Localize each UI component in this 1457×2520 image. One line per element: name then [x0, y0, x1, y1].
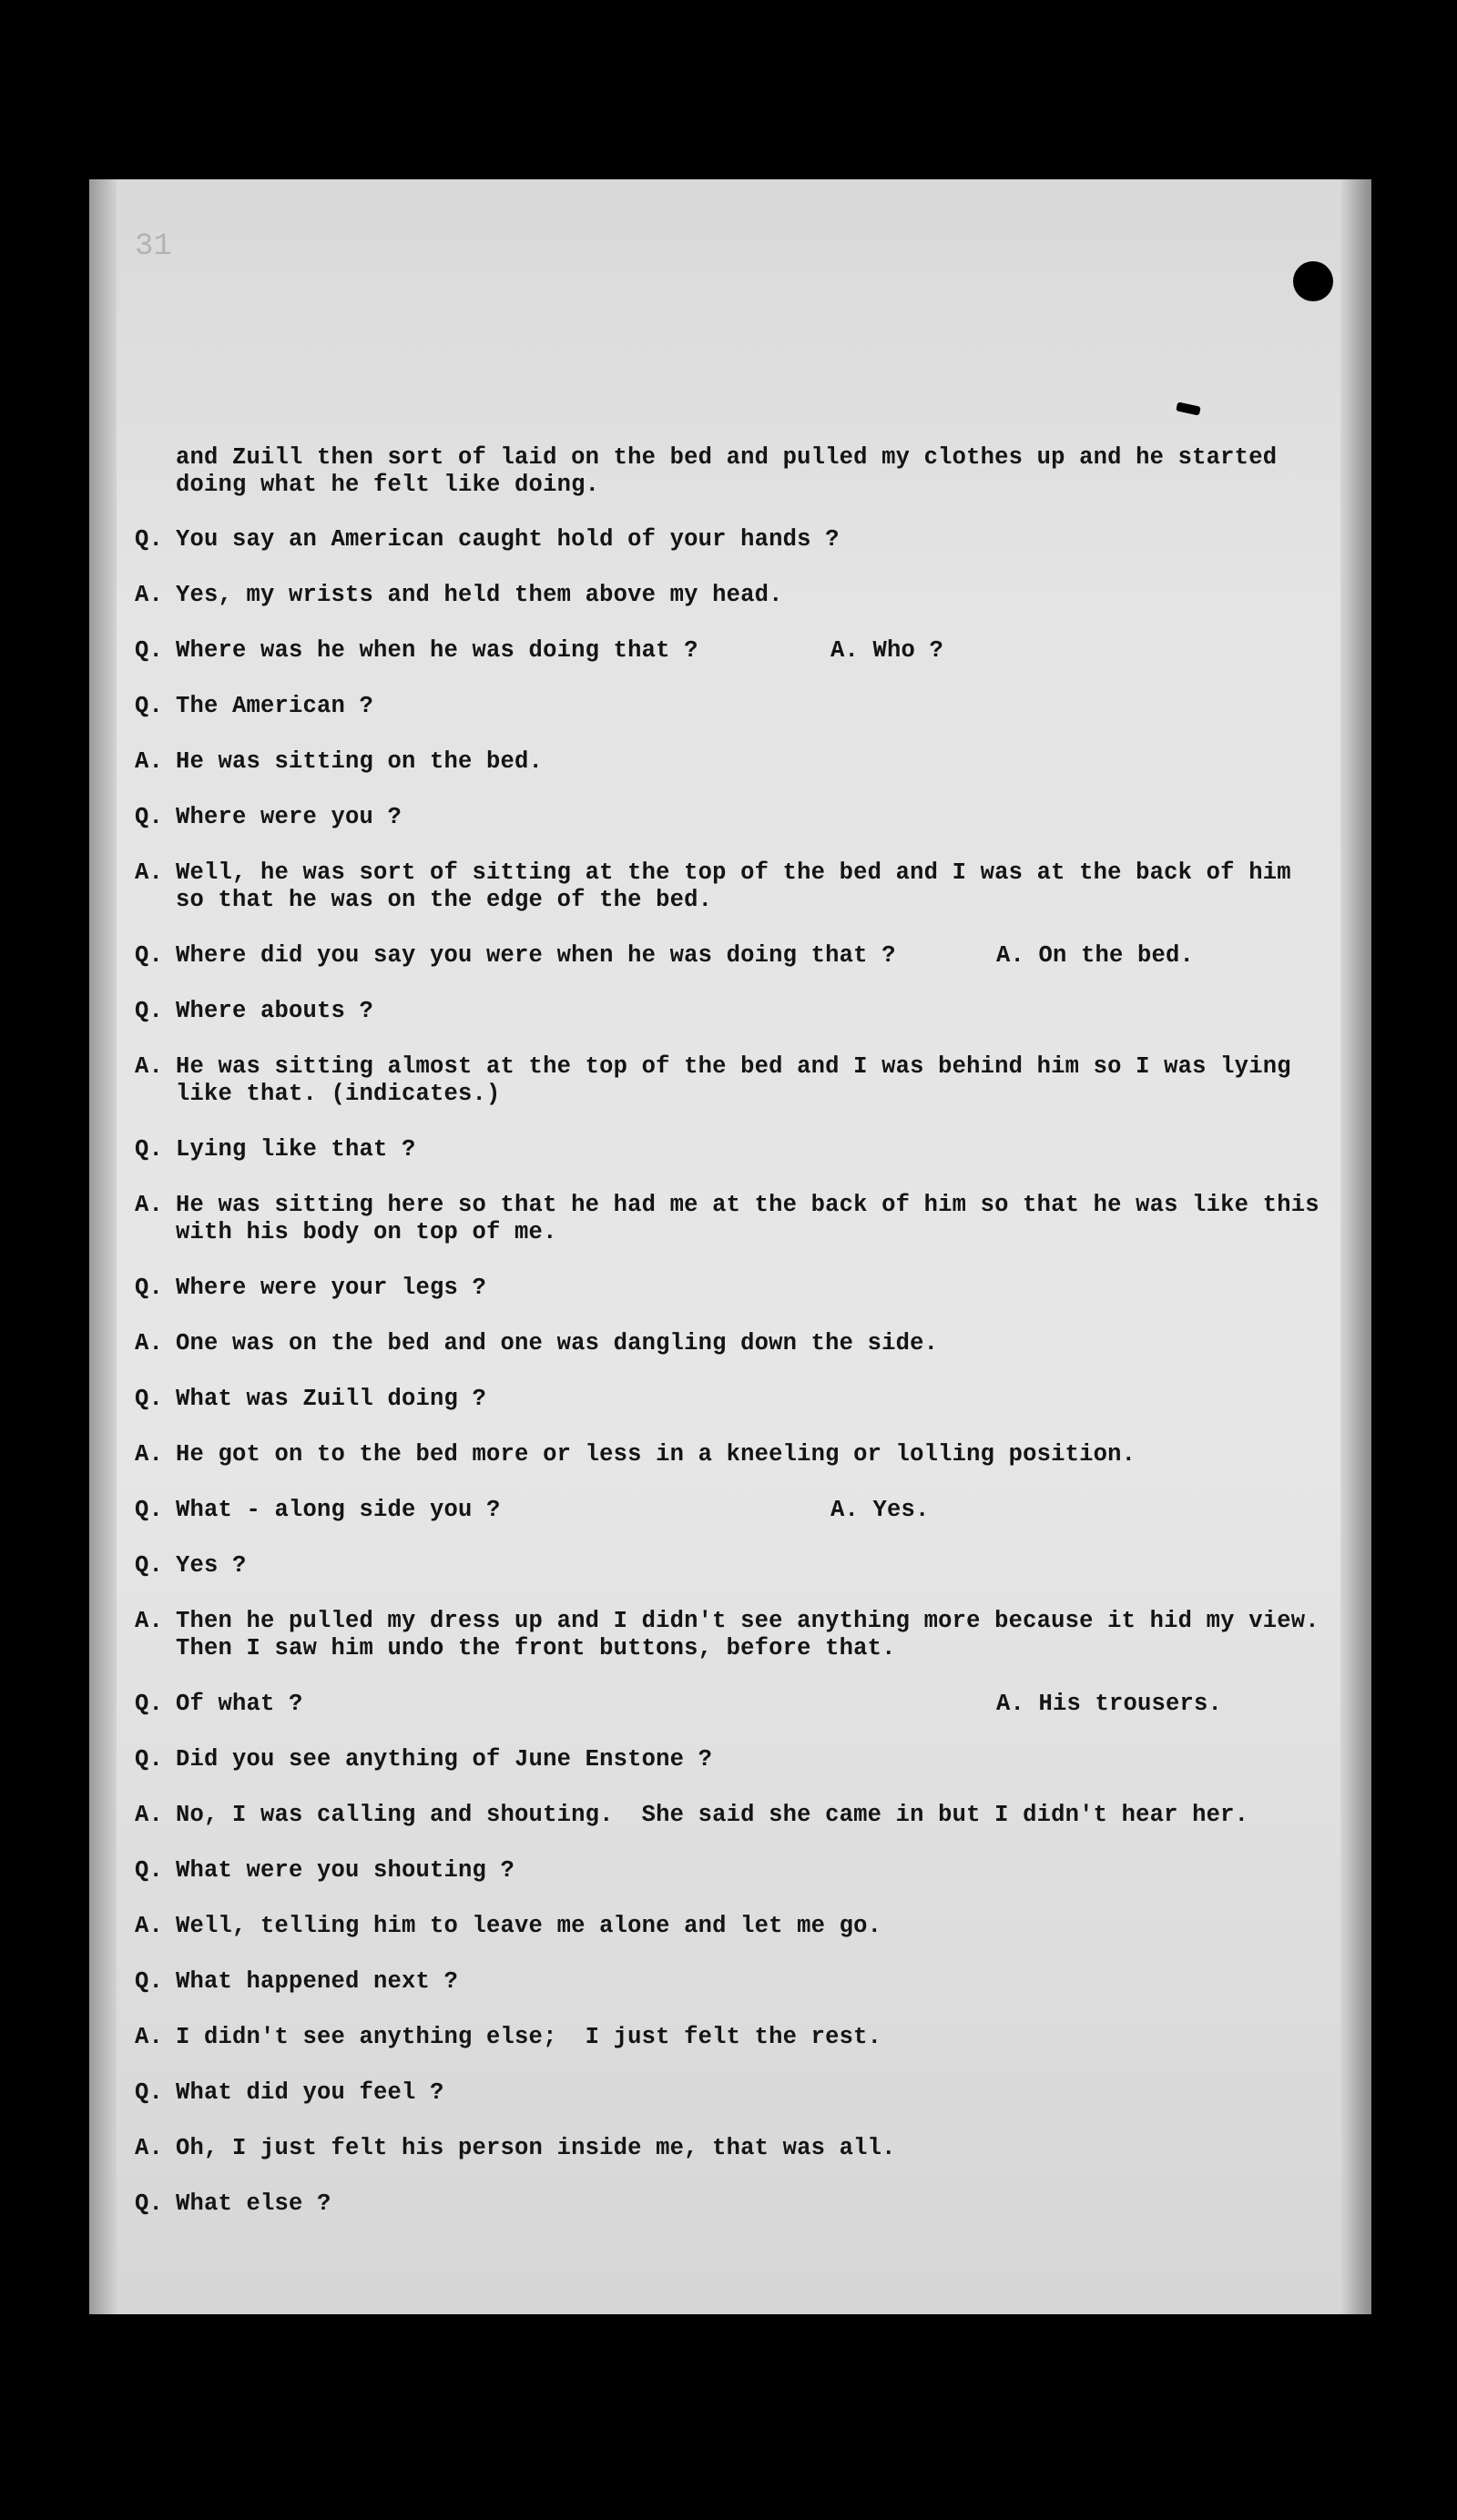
- line-text: He was sitting almost at the top of the bed and I was behind him so I was lying: [176, 1053, 1291, 1080]
- line-text: Where were your legs ?: [176, 1275, 487, 1301]
- line-text: Did you see anything of June Enstone ?: [176, 1746, 713, 1773]
- line-text: No, I was calling and shouting. She said she came in but I didn't hear her.: [176, 1802, 1249, 1828]
- line-text: and Zuill then sort of laid on the bed and pulled my clothes up and he started: [176, 444, 1278, 471]
- line-text: doing what he felt like doing.: [176, 472, 600, 498]
- question-label: Q.: [135, 526, 164, 553]
- inline-answer: A. On the bed.: [996, 942, 1195, 969]
- inline-answer: A. His trousers.: [996, 1691, 1223, 1717]
- line-text: Yes ?: [176, 1552, 247, 1579]
- question-label: Q.: [135, 1497, 164, 1523]
- line-text: He was sitting here so that he had me at the back of him so that he was like this: [176, 1192, 1319, 1218]
- answer-label: A.: [135, 1192, 164, 1218]
- answer-label: A.: [135, 582, 164, 608]
- line-text: Lying like that ?: [176, 1136, 416, 1163]
- line-text: What were you shouting ?: [176, 1857, 515, 1884]
- question-label: Q.: [135, 1552, 164, 1579]
- answer-label: A.: [135, 2024, 164, 2050]
- answer-label: A.: [135, 1802, 164, 1828]
- line-text: I didn't see anything else; I just felt the rest.: [176, 2024, 882, 2050]
- line-text: What else ?: [176, 2190, 331, 2217]
- answer-label: A.: [135, 859, 164, 886]
- question-label: Q.: [135, 1968, 164, 1995]
- page-number: 31: [135, 229, 172, 264]
- line-text: What happened next ?: [176, 1968, 459, 1995]
- question-label: Q.: [135, 804, 164, 830]
- line-text: like that. (indicates.): [176, 1081, 501, 1107]
- line-text: One was on the bed and one was dangling down the side.: [176, 1330, 939, 1357]
- question-label: Q.: [135, 1275, 164, 1301]
- answer-label: A.: [135, 748, 164, 775]
- answer-label: A.: [135, 1330, 164, 1357]
- line-text: Where abouts ?: [176, 998, 374, 1024]
- line-text: Oh, I just felt his person inside me, that was all.: [176, 2135, 896, 2161]
- answer-label: A.: [135, 1441, 164, 1468]
- line-text: He got on to the bed more or less in a kneeling or lolling position.: [176, 1441, 1136, 1468]
- question-label: Q.: [135, 2190, 164, 2217]
- line-text: What did you feel ?: [176, 2079, 444, 2106]
- question-label: Q.: [135, 1386, 164, 1412]
- line-text: You say an American caught hold of your hands ?: [176, 526, 840, 553]
- line-text: Then he pulled my dress up and I didn't see anything more because it hid my view.: [176, 1608, 1319, 1634]
- question-label: Q.: [135, 1136, 164, 1163]
- line-text: What - along side you ?: [176, 1497, 501, 1523]
- line-text: Well, telling him to leave me alone and let me go.: [176, 1913, 882, 1939]
- line-text: Yes, my wrists and held them above my head.: [176, 582, 783, 608]
- punch-hole: [1293, 261, 1333, 301]
- line-text: The American ?: [176, 693, 374, 719]
- inline-answer: A. Who ?: [830, 637, 944, 664]
- line-text: Well, he was sort of sitting at the top of the bed and I was at the back of him: [176, 859, 1291, 886]
- answer-label: A.: [135, 2135, 164, 2161]
- line-text: Where was he when he was doing that ?: [176, 637, 698, 664]
- line-text: with his body on top of me.: [176, 1219, 557, 1245]
- question-label: Q.: [135, 693, 164, 719]
- line-text: Then I saw him undo the front buttons, before that.: [176, 1635, 896, 1661]
- line-text: so that he was on the edge of the bed.: [176, 887, 713, 913]
- inline-answer: A. Yes.: [830, 1497, 930, 1523]
- question-label: Q.: [135, 1857, 164, 1884]
- question-label: Q.: [135, 942, 164, 969]
- line-text: Where were you ?: [176, 804, 402, 830]
- line-text: Where did you say you were when he was doing that ?: [176, 942, 896, 969]
- line-text: He was sitting on the bed.: [176, 748, 544, 775]
- line-text: What was Zuill doing ?: [176, 1386, 487, 1412]
- question-label: Q.: [135, 2079, 164, 2106]
- question-label: Q.: [135, 998, 164, 1024]
- question-label: Q.: [135, 1691, 164, 1717]
- answer-label: A.: [135, 1608, 164, 1634]
- answer-label: A.: [135, 1053, 164, 1080]
- question-label: Q.: [135, 637, 164, 664]
- question-label: Q.: [135, 1746, 164, 1773]
- answer-label: A.: [135, 1913, 164, 1939]
- line-text: Of what ?: [176, 1691, 303, 1717]
